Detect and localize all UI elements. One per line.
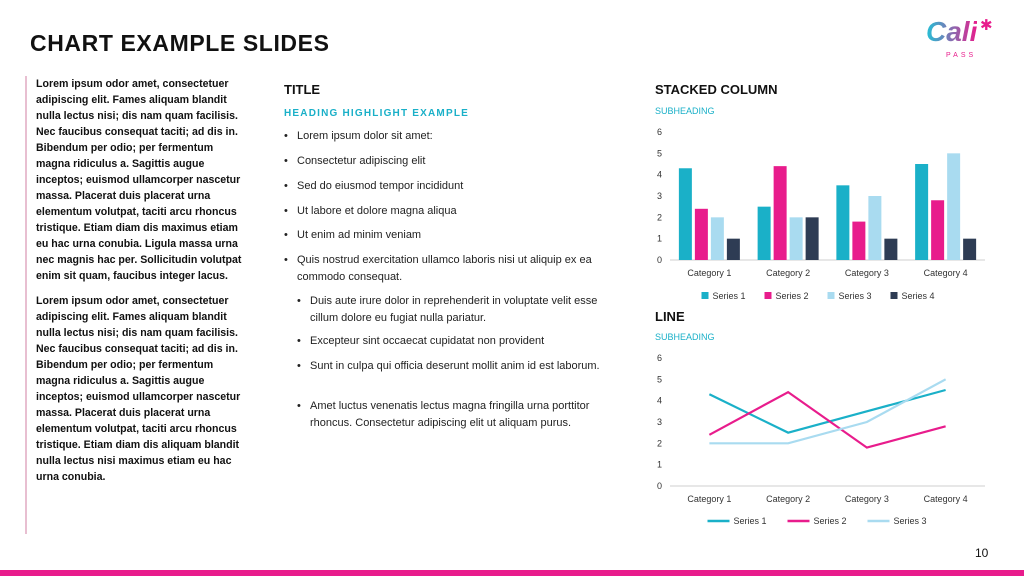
bar-chart-subheading: SUBHEADING: [655, 106, 715, 116]
bar: [915, 164, 928, 260]
bullet-dot-icon: •: [284, 229, 288, 241]
bar: [947, 153, 960, 260]
x-tick-label: Category 2: [766, 494, 811, 504]
bullet-item: [284, 227, 421, 244]
sub-bullet-item: [297, 293, 622, 327]
bar: [806, 217, 819, 260]
bar: [884, 239, 897, 260]
bullet-item: [284, 153, 425, 170]
bar: [790, 217, 803, 260]
legend-label: Series 3: [838, 291, 872, 301]
bar: [868, 196, 881, 260]
bullet-text: Quis nostrud exercitation ullamco laboris nisi ut aliquip ex ea commodo consequat.: [297, 254, 592, 283]
bar: [852, 222, 865, 260]
sub-bullet-item: [297, 398, 622, 432]
bullet-text: Ut labore et dolore magna aliqua: [297, 205, 457, 217]
logo-text: Cali: [926, 16, 978, 47]
y-tick-label: 6: [656, 127, 662, 137]
bullet-item: [284, 252, 637, 286]
sub-bullet-text: Excepteur sint occaecat cupidatat non provident: [310, 335, 545, 347]
legend-label: Series 2: [813, 516, 847, 526]
series-line: [709, 390, 945, 433]
legend-label: Series 1: [733, 516, 767, 526]
bullet-dot-icon: •: [297, 360, 301, 372]
bar: [931, 200, 944, 260]
bullet-dot-icon: •: [284, 180, 288, 192]
legend-label: Series 1: [712, 291, 746, 301]
bullet-item: [284, 178, 463, 195]
y-tick-label: 3: [656, 417, 662, 427]
bullet-dot-icon: •: [284, 254, 288, 266]
x-tick-label: Category 1: [687, 268, 732, 278]
y-tick-label: 6: [656, 353, 662, 363]
legend-label: Series 3: [893, 516, 927, 526]
cali-pass-logo: [924, 16, 998, 66]
sub-bullet-item: [297, 333, 622, 350]
x-tick-label: Category 3: [844, 268, 889, 278]
legend-label: Series 2: [775, 291, 809, 301]
bullet-text: Sed do eiusmod tempor incididunt: [297, 180, 464, 192]
bullet-text: Lorem ipsum dolor sit amet:: [297, 130, 433, 142]
left-paragraph-1: Lorem ipsum odor amet, consectetuer adipiscing elit. Fames aliquam blandit nulla lectus nisi; dis nam quam facilisis. Nec faucibus consequat taciti; ad dis in. Bibendum per odio; per fermentum magna ridiculus a. Sagittis augue inceptos; euismod ullamcorper nascetur massa. Placerat duis placerat urna elementum volutpat, taciti arcu rhoncus tristique. Etiam diam dis maximus etiam eu hac urna conubia. Ligula massa urna nec magnis hac per. Sollicitudin volutpat enim sit quam, faucibus integer lacus.: [36, 78, 242, 282]
sub-bullet-item: [297, 358, 622, 375]
bar: [727, 239, 740, 260]
left-text-column: [25, 76, 247, 534]
palm-star-icon: ✱: [980, 17, 993, 34]
bullet-text: Ut enim ad minim veniam: [297, 229, 422, 241]
x-tick-label: Category 4: [923, 494, 968, 504]
bullet-dot-icon: •: [297, 400, 301, 412]
y-tick-label: 2: [656, 212, 662, 223]
bullet-dot-icon: •: [284, 130, 288, 142]
slide-title: CHART EXAMPLE SLIDES: [30, 30, 330, 56]
bottom-accent-bar: [0, 570, 1024, 576]
bar: [963, 239, 976, 260]
line-chart-subheading: SUBHEADING: [655, 332, 715, 342]
legend-swatch: [828, 292, 835, 299]
bullet-item: [284, 203, 457, 220]
y-tick-label: 4: [656, 169, 662, 180]
y-tick-label: 0: [656, 481, 662, 491]
y-tick-label: 1: [656, 233, 662, 244]
bullet-dot-icon: •: [297, 295, 301, 307]
y-tick-label: 5: [656, 148, 662, 159]
y-tick-label: 0: [656, 255, 662, 265]
bar-chart-title: STACKED COLUMN: [655, 82, 778, 97]
bar: [774, 166, 787, 260]
legend-label: Series 4: [901, 291, 935, 301]
bar: [836, 185, 849, 260]
y-tick-label: 1: [656, 459, 662, 470]
sub-bullet-text: Sunt in culpa qui officia deserunt mollit anim id est laborum.: [310, 360, 600, 372]
y-tick-label: 4: [656, 395, 662, 406]
x-tick-label: Category 4: [923, 268, 968, 278]
bar: [758, 207, 771, 260]
x-tick-label: Category 3: [844, 494, 889, 504]
legend-swatch: [765, 292, 772, 299]
middle-title: TITLE: [284, 82, 321, 97]
y-tick-label: 5: [656, 374, 662, 385]
x-tick-label: Category 1: [687, 494, 732, 504]
left-paragraph-2: Lorem ipsum odor amet, consectetuer adipiscing elit. Fames aliquam blandit nulla lectus nisi; dis nam quam facilisis. Nec faucibus consequat taciti; ad dis in. Bibendum per odio; per fermentum magna ridiculus a. Sagittis augue inceptos; euismod ullamcorper nascetur massa. Placerat duis placerat urna elementum volutpat, taciti arcu rhoncus tristique. Etiam diam dis aliquam blandit nulla lectus nisi maximus etiam eu hac urna conubia.: [36, 295, 241, 483]
sub-bullet-text: Duis aute irure dolor in reprehenderit in voluptate velit esse cillum dolore eu fugiat nulla pariatur.: [310, 295, 598, 324]
logo-subtext: PASS: [946, 52, 977, 59]
y-tick-label: 3: [656, 191, 662, 201]
bar: [711, 217, 724, 260]
bar-chart: [645, 120, 1005, 310]
bar: [679, 168, 692, 260]
bullet-item: [284, 128, 433, 145]
line-chart-title: LINE: [655, 309, 685, 324]
y-tick-label: 2: [656, 438, 662, 449]
bullet-dot-icon: •: [284, 155, 288, 167]
bullet-dot-icon: •: [297, 335, 301, 347]
line-chart: [645, 346, 1005, 536]
bar: [695, 209, 708, 260]
bullet-text: Consectetur adipiscing elit: [297, 155, 426, 167]
sub-bullet-text: Amet luctus venenatis lectus magna fringilla urna porttitor rhoncus. Consectetur adipiscing elit ut aliquam purus.: [310, 400, 590, 429]
bullet-dot-icon: •: [284, 205, 288, 217]
page-number: 10: [975, 546, 989, 560]
heading-highlight: HEADING HIGHLIGHT EXAMPLE: [284, 108, 470, 119]
legend-swatch: [702, 292, 709, 299]
legend-swatch: [891, 292, 898, 299]
x-tick-label: Category 2: [766, 268, 811, 278]
